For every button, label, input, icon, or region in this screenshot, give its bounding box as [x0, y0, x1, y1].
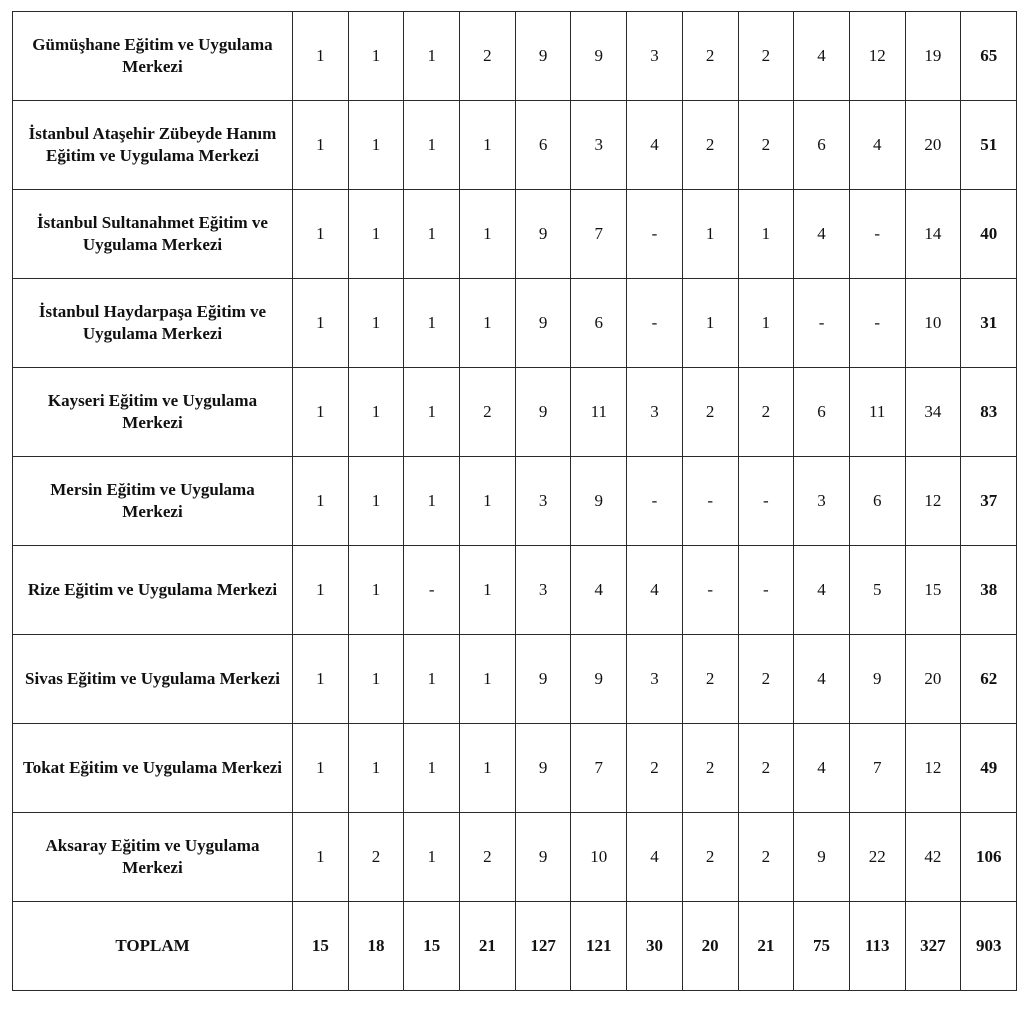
- summary-value-cell: 21: [738, 902, 794, 991]
- value-cell: -: [849, 190, 905, 279]
- value-cell: 2: [682, 724, 738, 813]
- summary-value-cell: 30: [627, 902, 683, 991]
- value-cell: 20: [905, 635, 961, 724]
- value-cell: 1: [293, 190, 349, 279]
- value-cell: 4: [627, 101, 683, 190]
- value-cell: 1: [348, 457, 404, 546]
- value-cell: 2: [682, 101, 738, 190]
- value-cell: 1: [404, 12, 460, 101]
- table-row: [13, 457, 1017, 546]
- value-cell: 19: [905, 12, 961, 101]
- value-cell: 9: [571, 635, 627, 724]
- value-cell: 3: [571, 101, 627, 190]
- summary-row: [13, 902, 1017, 991]
- value-cell: 9: [849, 635, 905, 724]
- table-row: [13, 101, 1017, 190]
- value-cell: 3: [515, 457, 571, 546]
- value-cell: 34: [905, 368, 961, 457]
- summary-value-cell: 20: [682, 902, 738, 991]
- value-cell: 14: [905, 190, 961, 279]
- value-cell: -: [738, 457, 794, 546]
- value-cell: 4: [794, 724, 850, 813]
- row-total-cell: 31: [961, 279, 1017, 368]
- table-row: [13, 190, 1017, 279]
- value-cell: 3: [794, 457, 850, 546]
- value-cell: 42: [905, 813, 961, 902]
- value-cell: 2: [738, 813, 794, 902]
- value-cell: 6: [571, 279, 627, 368]
- value-cell: 1: [404, 368, 460, 457]
- value-cell: 4: [849, 101, 905, 190]
- value-cell: 4: [794, 190, 850, 279]
- value-cell: 1: [460, 457, 516, 546]
- value-cell: 1: [738, 190, 794, 279]
- value-cell: -: [627, 190, 683, 279]
- value-cell: 1: [460, 279, 516, 368]
- value-cell: 7: [571, 190, 627, 279]
- row-total-cell: 38: [961, 546, 1017, 635]
- value-cell: 15: [905, 546, 961, 635]
- summary-value-cell: 327: [905, 902, 961, 991]
- row-total-cell: 37: [961, 457, 1017, 546]
- value-cell: 9: [571, 457, 627, 546]
- value-cell: -: [404, 546, 460, 635]
- value-cell: 1: [293, 12, 349, 101]
- center-name-cell: Rize Eğitim ve Uygulama Merkezi: [13, 546, 293, 635]
- value-cell: 11: [849, 368, 905, 457]
- table-body: [13, 12, 1017, 991]
- value-cell: 7: [571, 724, 627, 813]
- value-cell: 1: [404, 813, 460, 902]
- value-cell: 1: [348, 546, 404, 635]
- value-cell: 4: [794, 546, 850, 635]
- value-cell: 10: [571, 813, 627, 902]
- row-total-cell: 65: [961, 12, 1017, 101]
- value-cell: 4: [794, 635, 850, 724]
- value-cell: 2: [682, 368, 738, 457]
- value-cell: 4: [627, 813, 683, 902]
- value-cell: 2: [348, 813, 404, 902]
- value-cell: 1: [404, 724, 460, 813]
- value-cell: 1: [682, 190, 738, 279]
- value-cell: 9: [515, 368, 571, 457]
- value-cell: 1: [293, 635, 349, 724]
- value-cell: 6: [849, 457, 905, 546]
- value-cell: -: [682, 457, 738, 546]
- value-cell: 1: [404, 190, 460, 279]
- value-cell: 2: [738, 368, 794, 457]
- row-total-cell: 106: [961, 813, 1017, 902]
- value-cell: 2: [738, 101, 794, 190]
- value-cell: 1: [348, 368, 404, 457]
- value-cell: 7: [849, 724, 905, 813]
- value-cell: 1: [404, 635, 460, 724]
- row-total-cell: 62: [961, 635, 1017, 724]
- center-name-cell: Tokat Eğitim ve Uygulama Merkezi: [13, 724, 293, 813]
- table-row: [13, 368, 1017, 457]
- value-cell: -: [682, 546, 738, 635]
- summary-label-cell: TOPLAM: [13, 902, 293, 991]
- value-cell: 20: [905, 101, 961, 190]
- value-cell: 11: [571, 368, 627, 457]
- summary-value-cell: 21: [460, 902, 516, 991]
- value-cell: -: [627, 279, 683, 368]
- value-cell: 2: [460, 368, 516, 457]
- row-total-cell: 40: [961, 190, 1017, 279]
- value-cell: 3: [515, 546, 571, 635]
- row-total-cell: 51: [961, 101, 1017, 190]
- value-cell: -: [849, 279, 905, 368]
- value-cell: 1: [460, 101, 516, 190]
- row-total-cell: 49: [961, 724, 1017, 813]
- summary-value-cell: 113: [849, 902, 905, 991]
- table-row: [13, 813, 1017, 902]
- value-cell: 1: [293, 546, 349, 635]
- value-cell: 2: [627, 724, 683, 813]
- table-row: [13, 12, 1017, 101]
- value-cell: 1: [348, 101, 404, 190]
- value-cell: 1: [293, 457, 349, 546]
- value-cell: 1: [348, 12, 404, 101]
- summary-value-cell: 121: [571, 902, 627, 991]
- center-name-cell: Kayseri Eğitim ve Uygulama Merkezi: [13, 368, 293, 457]
- value-cell: 12: [905, 457, 961, 546]
- summary-value-cell: 127: [515, 902, 571, 991]
- value-cell: 3: [627, 12, 683, 101]
- value-cell: 1: [404, 101, 460, 190]
- center-name-cell: Gümüşhane Eğitim ve Uygulama Merkezi: [13, 12, 293, 101]
- value-cell: 1: [293, 279, 349, 368]
- value-cell: 1: [293, 368, 349, 457]
- value-cell: 1: [293, 813, 349, 902]
- value-cell: 1: [348, 279, 404, 368]
- value-cell: 4: [571, 546, 627, 635]
- center-name-cell: İstanbul Sultanahmet Eğitim ve Uygulama Merkezi: [13, 190, 293, 279]
- value-cell: 6: [515, 101, 571, 190]
- value-cell: -: [794, 279, 850, 368]
- value-cell: 1: [460, 635, 516, 724]
- value-cell: 2: [460, 813, 516, 902]
- center-name-cell: Sivas Eğitim ve Uygulama Merkezi: [13, 635, 293, 724]
- value-cell: 2: [738, 724, 794, 813]
- staff-distribution-table: [12, 11, 1017, 991]
- value-cell: 1: [404, 279, 460, 368]
- value-cell: 1: [738, 279, 794, 368]
- value-cell: 4: [627, 546, 683, 635]
- staff-distribution-table-wrapper: [12, 11, 1016, 991]
- table-row: [13, 724, 1017, 813]
- table-row: [13, 279, 1017, 368]
- value-cell: 10: [905, 279, 961, 368]
- value-cell: 9: [515, 724, 571, 813]
- center-name-cell: İstanbul Ataşehir Zübeyde Hanım Eğitim ve Uygulama Merkezi: [13, 101, 293, 190]
- table-row: [13, 635, 1017, 724]
- center-name-cell: İstanbul Haydarpaşa Eğitim ve Uygulama Merkezi: [13, 279, 293, 368]
- value-cell: 1: [404, 457, 460, 546]
- value-cell: 9: [515, 12, 571, 101]
- value-cell: 9: [515, 813, 571, 902]
- value-cell: 2: [682, 12, 738, 101]
- value-cell: 22: [849, 813, 905, 902]
- table-row: [13, 546, 1017, 635]
- value-cell: 1: [460, 190, 516, 279]
- value-cell: 1: [348, 635, 404, 724]
- value-cell: 3: [627, 635, 683, 724]
- summary-value-cell: 75: [794, 902, 850, 991]
- value-cell: 2: [682, 635, 738, 724]
- value-cell: 2: [460, 12, 516, 101]
- value-cell: 9: [794, 813, 850, 902]
- summary-value-cell: 15: [293, 902, 349, 991]
- summary-value-cell: 15: [404, 902, 460, 991]
- value-cell: 12: [905, 724, 961, 813]
- value-cell: 9: [515, 635, 571, 724]
- value-cell: 2: [738, 12, 794, 101]
- grand-total-cell: 903: [961, 902, 1017, 991]
- value-cell: 1: [460, 724, 516, 813]
- value-cell: -: [627, 457, 683, 546]
- center-name-cell: Mersin Eğitim ve Uygulama Merkezi: [13, 457, 293, 546]
- value-cell: -: [738, 546, 794, 635]
- value-cell: 4: [794, 12, 850, 101]
- value-cell: 9: [515, 190, 571, 279]
- value-cell: 6: [794, 101, 850, 190]
- value-cell: 9: [571, 12, 627, 101]
- value-cell: 2: [738, 635, 794, 724]
- value-cell: 3: [627, 368, 683, 457]
- value-cell: 2: [682, 813, 738, 902]
- value-cell: 1: [348, 724, 404, 813]
- row-total-cell: 83: [961, 368, 1017, 457]
- value-cell: 5: [849, 546, 905, 635]
- value-cell: 6: [794, 368, 850, 457]
- value-cell: 1: [460, 546, 516, 635]
- value-cell: 9: [515, 279, 571, 368]
- value-cell: 1: [682, 279, 738, 368]
- value-cell: 1: [348, 190, 404, 279]
- summary-value-cell: 18: [348, 902, 404, 991]
- value-cell: 12: [849, 12, 905, 101]
- value-cell: 1: [293, 101, 349, 190]
- value-cell: 1: [293, 724, 349, 813]
- center-name-cell: Aksaray Eğitim ve Uygulama Merkezi: [13, 813, 293, 902]
